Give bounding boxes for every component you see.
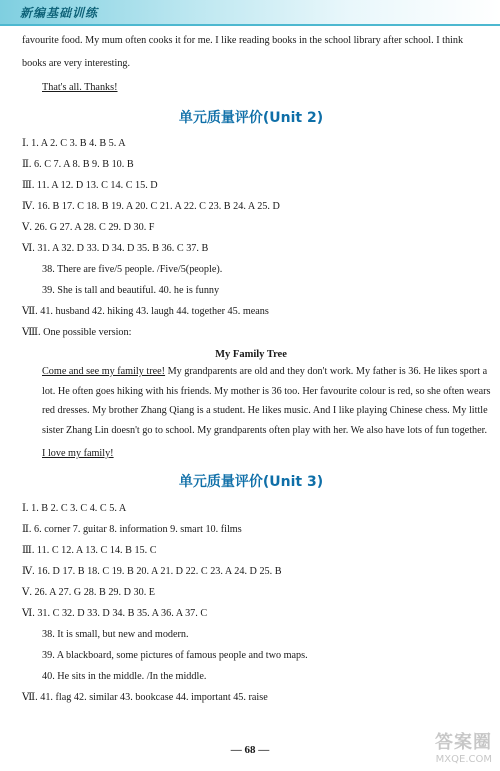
series-title: 新编基础训练: [20, 6, 99, 20]
answer-row: Ⅲ. 11. A 12. D 13. C 14. C 15. D: [22, 180, 158, 191]
intro-closing: That's all. Thanks!: [42, 82, 118, 93]
watermark-logo: [435, 728, 492, 765]
answer-row: Ⅲ. 11. C 12. A 13. C 14. B 15. C: [22, 545, 157, 556]
answer-39-40: 39. She is tall and beautiful. 40. he is funny: [42, 285, 220, 296]
answer-row: Ⅵ. 31. C 32. D 33. D 34. B 35. A 36. A 37. C: [22, 608, 208, 619]
header-rule: [0, 24, 500, 26]
unit2-title: 单元质量评价(Unit 2): [178, 110, 324, 126]
intro-line-1: favourite food. My mum often cooks it for me. I like reading books in the school library after school. I think: [22, 35, 464, 46]
answer-row: Ⅰ. 1. A 2. C 3. B 4. B 5. A: [22, 138, 126, 149]
answer-row-vii: Ⅶ. 41. flag 42. similar 43. bookcase 44. important 45. raise: [22, 692, 268, 703]
unit3-title: 单元质量评价(Unit 3): [178, 474, 324, 490]
answer-row: Ⅱ. 6. C 7. A 8. B 9. B 10. B: [22, 159, 134, 170]
answer-row: Ⅴ. 26. G 27. A 28. C 29. D 30. F: [22, 222, 155, 233]
answer-39: 39. A blackboard, some pictures of famous people and two maps.: [42, 650, 308, 661]
unit2-answers: [22, 137, 480, 340]
page-number: — 68 —: [230, 744, 270, 756]
answer-row: Ⅵ. 31. A 32. D 33. D 34. D 35. B 36. C 37. B: [22, 243, 209, 254]
answer-40: 40. He sits in the middle. /In the middle.: [42, 671, 207, 682]
watermark-url: MXQE.COM: [435, 754, 492, 765]
page-content: [22, 30, 491, 705]
watermark-title: 答案圈: [435, 732, 492, 753]
essay-opening: Come and see my family tree!: [42, 366, 166, 377]
essay-title: My Family Tree: [215, 349, 287, 360]
intro-line-2: books are very interesting.: [22, 58, 131, 69]
answer-row: Ⅱ. 6. corner 7. guitar 8. information 9. smart 10. films: [22, 524, 242, 535]
answer-row-viii: Ⅷ. One possible version:: [22, 327, 132, 338]
answer-row: Ⅳ. 16. D 17. B 18. C 19. B 20. A 21. D 22. C 23. A 24. D 25. B: [22, 566, 282, 577]
answer-row-vii: Ⅶ. 41. husband 42. hiking 43. laugh 44. together 45. means: [22, 306, 269, 317]
essay-body: [22, 362, 500, 440]
unit3-answers: [22, 502, 480, 705]
essay-closing: I love my family!: [42, 448, 114, 459]
answer-row: Ⅴ. 26. A 27. G 28. B 29. D 30. E: [22, 587, 156, 598]
essay-text: My grandparents are old and they don't work. My father is 36. He likes sport a lot. He often goes hiking with his friends. My mother is 36 too. Her favourite colour is red, so she often wears red dresses. My brother Zhang Qiang is a student. He likes music. And I like playing Chinese chess. My little sister Zhang Lin doesn't go to school. My grandparents often play with her. We also have lots of fun together.: [42, 366, 491, 436]
answer-38: 38. There are five/5 people. /Five/5(people).: [42, 264, 223, 275]
answer-row: Ⅰ. 1. B 2. C 3. C 4. C 5. A: [22, 503, 127, 514]
answer-38: 38. It is small, but new and modern.: [42, 629, 189, 640]
answer-row: Ⅳ. 16. B 17. C 18. B 19. A 20. C 21. A 22. C 23. B 24. A 25. D: [22, 201, 280, 212]
